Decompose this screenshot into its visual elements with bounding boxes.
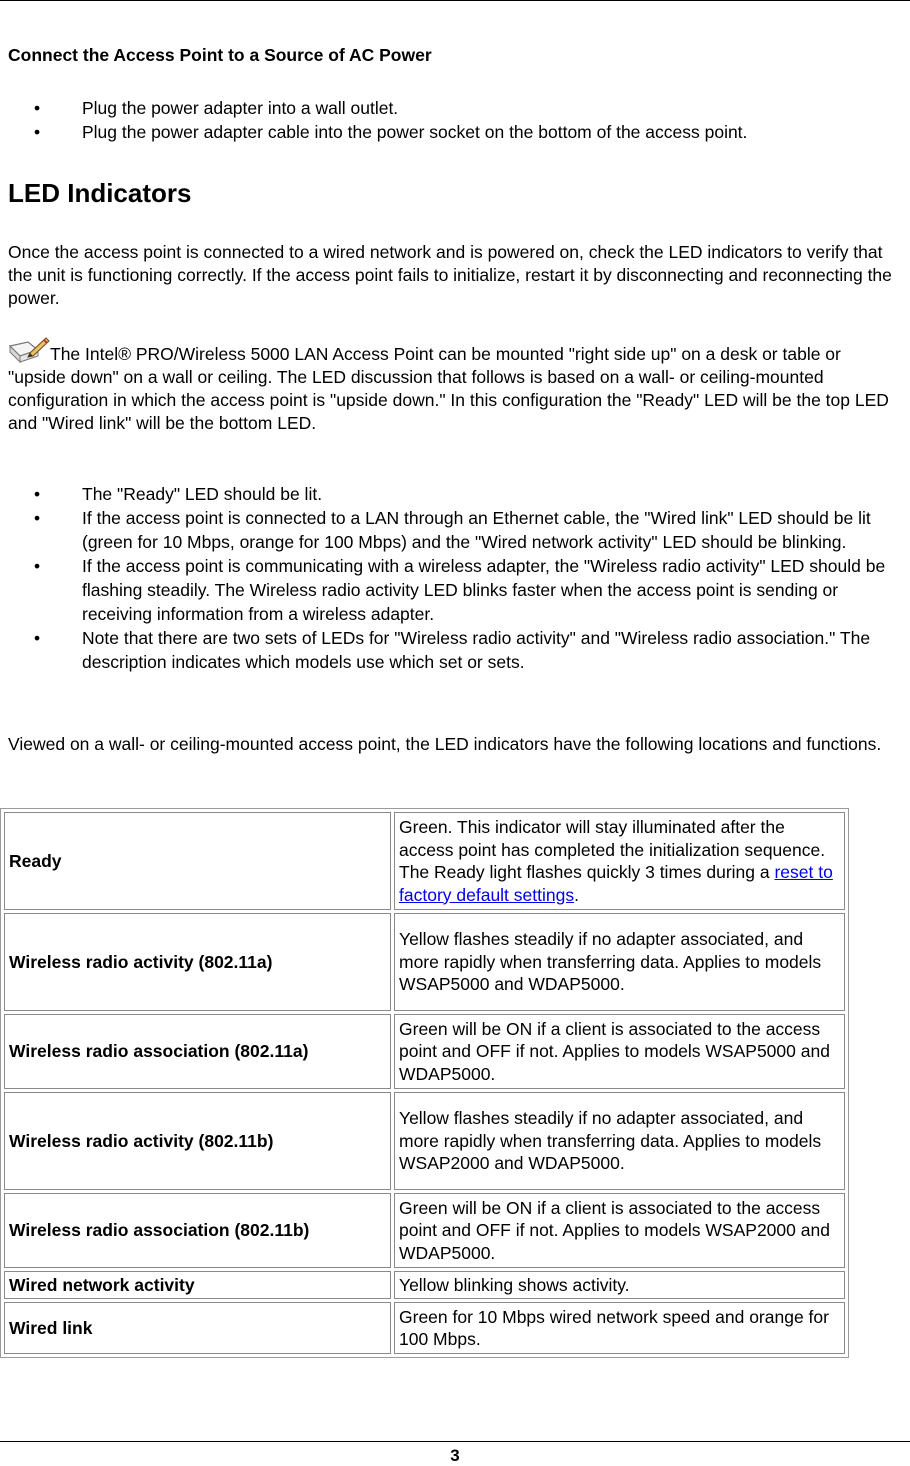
page-number: 3: [450, 1446, 460, 1465]
led-label: Wired network activity: [4, 1271, 391, 1299]
led-description: Yellow flashes steadily if no adapter associated, and more rapidly when transferring data. Applies to models WSAP5000 and WDAP5000.: [394, 913, 845, 1011]
bottom-rule: [0, 1441, 910, 1442]
reset-factory-link[interactable]: reset to factory default settings: [399, 862, 833, 905]
table-row: [4, 1014, 845, 1089]
list-item: • The "Ready" LED should be lit.: [0, 482, 902, 506]
led-description: Green will be ON if a client is associated to the access point and OFF if not. Applies to models WSAP5000 and WDAP5000.: [394, 1014, 845, 1089]
note-paragraph: [8, 336, 903, 435]
list-item: • Note that there are two sets of LEDs for "Wireless radio activity" and "Wireless radio association." The description indicates which models use which set or sets.: [0, 626, 902, 674]
led-label: Wireless radio association (802.11b): [4, 1193, 391, 1268]
led-label: Wired link: [4, 1302, 391, 1354]
led-bullets-list: [0, 482, 902, 674]
table-row: [4, 1271, 845, 1299]
table-row: [4, 1302, 845, 1354]
section-heading-power: Connect the Access Point to a Source of AC Power: [8, 45, 432, 65]
table-row: [4, 1092, 845, 1190]
led-description: Green. This indicator will stay illuminated after the access point has completed the initialization sequence. The Ready light flashes quickly 3 times during a reset to factory default settings.: [394, 812, 845, 910]
led-indicator-table: [0, 808, 849, 1358]
led-description: Green for 10 Mbps wired network speed and orange for 100 Mbps.: [394, 1302, 845, 1354]
led-description: Yellow blinking shows activity.: [394, 1271, 845, 1299]
top-rule: [0, 0, 910, 1]
led-description: Yellow flashes steadily if no adapter associated, and more rapidly when transferring data. Applies to models WSAP2000 and WDAP5000.: [394, 1092, 845, 1190]
list-item: • If the access point is communicating with a wireless adapter, the "Wireless radio activity" LED should be flashing steadily. The Wireless radio activity LED blinks faster when the access point is sending or receiving information from a wireless adapter.: [0, 554, 902, 626]
note-pencil-icon: [8, 336, 50, 364]
intro-paragraph: Once the access point is connected to a wired network and is powered on, check the LED indicators to verify that the unit is functioning correctly. If the access point fails to initialize, restart it by disconnecting and reconnecting the power.: [8, 242, 892, 308]
note-text: The Intel® PRO/Wireless 5000 LAN Access Point can be mounted "right side up" on a desk or table or "upside down" on a wall or ceiling. The LED discussion that follows is based on a wall- or ceiling-mounted configuration in which the access point is "upside down." In this configuration the "Ready" LED will be the top LED and "Wired link" will be the bottom LED.: [8, 344, 889, 433]
list-item: • Plug the power adapter cable into the power socket on the bottom of the access point.: [0, 120, 902, 144]
table-row: [4, 913, 845, 1011]
led-description: Green will be ON if a client is associated to the access point and OFF if not. Applies to models WSAP2000 and WDAP5000.: [394, 1193, 845, 1268]
list-item: • If the access point is connected to a LAN through an Ethernet cable, the "Wired link" LED should be lit (green for 10 Mbps, orange for 100 Mbps) and the "Wired network activity" LED should be blinking.: [0, 506, 902, 554]
led-label: Wireless radio activity (802.11b): [4, 1092, 391, 1190]
table-row: [4, 812, 845, 910]
list-item: • Plug the power adapter into a wall outlet.: [0, 96, 902, 120]
led-label: Wireless radio association (802.11a): [4, 1014, 391, 1089]
table-intro-paragraph: Viewed on a wall- or ceiling-mounted access point, the LED indicators have the following locations and functions.: [8, 734, 882, 754]
led-label: Wireless radio activity (802.11a): [4, 913, 391, 1011]
led-label: Ready: [4, 812, 391, 910]
section-heading-led: LED Indicators: [8, 178, 192, 208]
table-row: [4, 1193, 845, 1268]
power-steps-list: [0, 96, 902, 144]
